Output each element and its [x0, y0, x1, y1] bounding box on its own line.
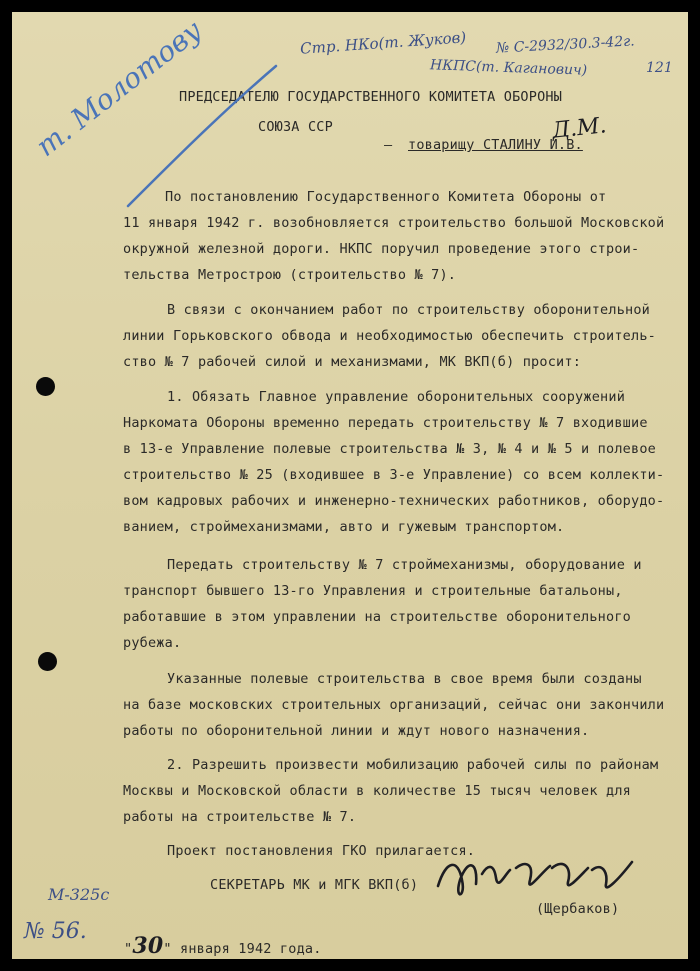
body-line: работы по оборонительной линии и ждут нового назначения.	[123, 723, 590, 739]
body-line: В связи с окончанием работ по строительству оборонительной	[167, 302, 651, 318]
body-line: Москвы и Московской области в количестве 15 тысяч человек для	[123, 783, 631, 799]
signature-title: СЕКРЕТАРЬ МК и МГК ВКП(б)	[210, 877, 419, 893]
addressee-line-1: ПРЕДСЕДАТЕЛЮ ГОСУДАРСТВЕННОГО КОМИТЕТА ОБОРОНЫ	[179, 89, 563, 105]
addressee-dash: –	[384, 137, 393, 153]
body-line: работавшие в этом управлении на строительстве оборонительного	[123, 609, 631, 625]
body-line: ванием, строймеханизмами, авто и гужевым транспортом.	[123, 519, 565, 535]
body-line: Проект постановления ГКО прилагается.	[167, 843, 476, 859]
body-line: в 13-е Управление полевые строительства № 3, № 4 и № 5 и полевое	[123, 441, 656, 457]
document-page	[12, 12, 688, 959]
body-line: Передать строительству № 7 строймеханизмы, оборудование и	[167, 557, 642, 573]
body-line: окружной железной дороги. НКПС поручил проведение этого строи-	[123, 241, 640, 257]
handwritten-initials: Д.М.	[550, 113, 608, 144]
handwritten-note-routing-2: НКПС(т. Каганович)	[429, 57, 588, 79]
date-close-quote: "	[163, 941, 172, 957]
body-line: строительство № 25 (входившее в 3-е Управление) со всем коллекти-	[123, 467, 665, 483]
handwritten-page-number: 121	[646, 60, 673, 76]
handwritten-resolution: т. Молотову	[29, 13, 209, 164]
body-line: рубежа.	[123, 635, 182, 651]
pencil-stroke-icon	[12, 12, 688, 959]
handwritten-registry-number: № С-2932/30.3-42г.	[495, 33, 636, 57]
date-day: 30	[132, 933, 164, 959]
body-line: вом кадровых рабочих и инженерно-технических работников, оборудо-	[123, 493, 665, 509]
body-line: работы на строительстве № 7.	[123, 809, 357, 825]
body-line: тельства Метрострою (строительство № 7).	[123, 267, 457, 283]
body-line: Указанные полевые строительства в свое время были созданы	[167, 671, 642, 687]
addressee-line-3: товарищу СТАЛИНУ И.В.	[408, 137, 583, 153]
handwritten-archive-number: № 56.	[24, 919, 87, 944]
body-line: 1. Обязать Главное управление оборонительных сооружений	[167, 389, 626, 405]
handwritten-signature-icon	[432, 850, 642, 910]
signature-name: (Щербаков)	[536, 901, 620, 917]
body-line: линии Горьковского обвода и необходимостью обеспечить строитель-	[123, 328, 656, 344]
handwritten-archive-ref: М-325с	[48, 885, 110, 904]
body-line: на базе московских строительных организаций, сейчас они закончили	[123, 697, 665, 713]
body-line: 2. Разрешить произвести мобилизацию рабочей силы по районам	[167, 757, 659, 773]
addressee-line-2: СОЮЗА ССР	[258, 119, 333, 135]
body-line: транспорт бывшего 13-го Управления и строительные батальоны,	[123, 583, 623, 599]
date-rest: января 1942 года.	[180, 941, 322, 957]
body-line: Наркомата Обороны временно передать строительству № 7 входившие	[123, 415, 648, 431]
date-open-quote: "	[124, 941, 133, 957]
body-line: По постановлению Государственного Комитета Обороны от	[165, 189, 607, 205]
body-line: 11 января 1942 г. возобновляется строительство большой Московской	[123, 215, 665, 231]
body-line: ство № 7 рабочей силой и механизмами, МК ВКП(б) просит:	[123, 354, 582, 370]
handwritten-note-routing-1: Стр. НКо(т. Жуков)	[299, 28, 467, 58]
